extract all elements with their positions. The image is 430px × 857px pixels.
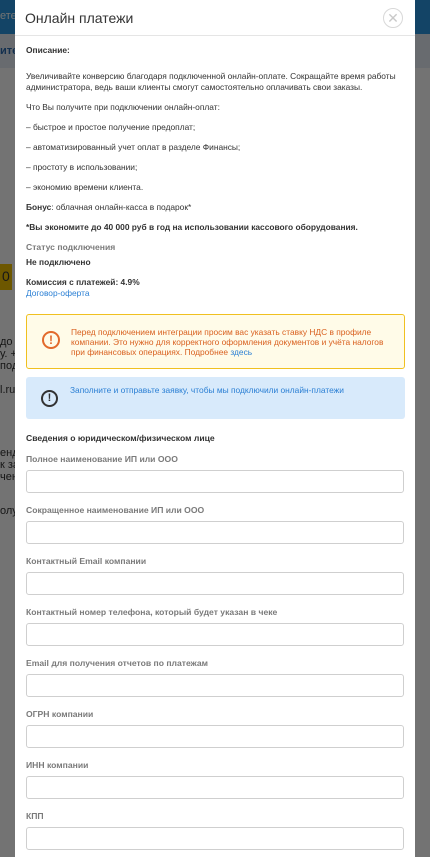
warning-text — [71, 327, 394, 357]
field-ogrn — [26, 709, 405, 748]
field-phone — [26, 607, 405, 646]
field-inn — [26, 760, 405, 799]
field-label: Полное наименование ИП или ООО — [26, 454, 178, 464]
savings-note: *Вы экономите до 40 000 руб в год на использовании кассового оборудования. — [26, 222, 358, 232]
field-label: ИНН компании — [26, 760, 89, 770]
field-report-email — [26, 658, 405, 697]
info-text: Заполните и отправьте заявку, чтобы мы подключили онлайн-платежи — [70, 385, 344, 395]
online-payments-modal — [15, 0, 415, 857]
offer-link[interactable]: Договор-оферта — [26, 288, 90, 298]
company-email-input[interactable] — [26, 572, 404, 595]
benefit-item: – быстрое и простое получение предоплат; — [26, 122, 196, 132]
bonus-label: Бонус — [26, 202, 52, 212]
info-box — [26, 377, 405, 419]
field-label: Контактный номер телефона, который будет указан в чеке — [26, 607, 278, 617]
warning-link[interactable]: здесь — [230, 347, 253, 357]
inn-input[interactable] — [26, 776, 404, 799]
benefits-title: Что Вы получите при подключении онлайн-оплат: — [26, 102, 220, 112]
field-kpp — [26, 811, 405, 850]
info-alert-icon: ! — [41, 390, 58, 407]
field-label: ОГРН компании — [26, 709, 94, 719]
full-name-input[interactable] — [26, 470, 404, 493]
vat-warning-box — [26, 314, 405, 369]
intro-text: Увеличивайте конверсию благодаря подключенной онлайн-оплате. Сокращайте время работы администратора, ведь ваши клиенты смогут самостоятельно оплачивать свои заказы. — [26, 71, 396, 92]
commission-text: Комиссия с платежей: 4.9% — [26, 277, 140, 287]
field-label: Контактный Email компании — [26, 556, 147, 566]
short-name-input[interactable] — [26, 521, 404, 544]
field-short-name — [26, 505, 405, 544]
close-icon[interactable]: ✕ — [383, 8, 403, 28]
field-full-name — [26, 454, 405, 493]
section-title: Сведения о юридическом/физическом лице — [26, 433, 215, 443]
ogrn-input[interactable] — [26, 725, 404, 748]
status-value: Не подключено — [26, 257, 91, 267]
kpp-input[interactable] — [26, 827, 404, 850]
description-title: Описание: — [26, 45, 70, 55]
bonus-line — [26, 202, 405, 213]
modal-header — [15, 0, 415, 36]
field-label: КПП — [26, 811, 44, 821]
phone-input[interactable] — [26, 623, 404, 646]
status-label: Статус подключения — [26, 242, 116, 252]
modal-body — [15, 36, 415, 850]
alert-icon: ! — [42, 331, 60, 349]
field-email — [26, 556, 405, 595]
benefit-item: – экономию времени клиента. — [26, 182, 144, 192]
field-label: Сокращенное наименование ИП или ООО — [26, 505, 205, 515]
report-email-input[interactable] — [26, 674, 404, 697]
field-label: Email для получения отчетов по платежам — [26, 658, 209, 668]
modal-title: Онлайн платежи — [25, 10, 134, 26]
benefit-item: – простоту в использовании; — [26, 162, 138, 172]
bonus-text: : облачная онлайн-касса в подарок* — [51, 202, 192, 212]
benefit-item: – автоматизированный учет оплат в разделе Финансы; — [26, 142, 241, 152]
warning-message: Перед подключением интеграции просим вас указать ставку НДС в профиле компании. Это нужно для корректного оформления документов и учёта налогов при финансовых операциях. Подробнее — [71, 327, 384, 357]
